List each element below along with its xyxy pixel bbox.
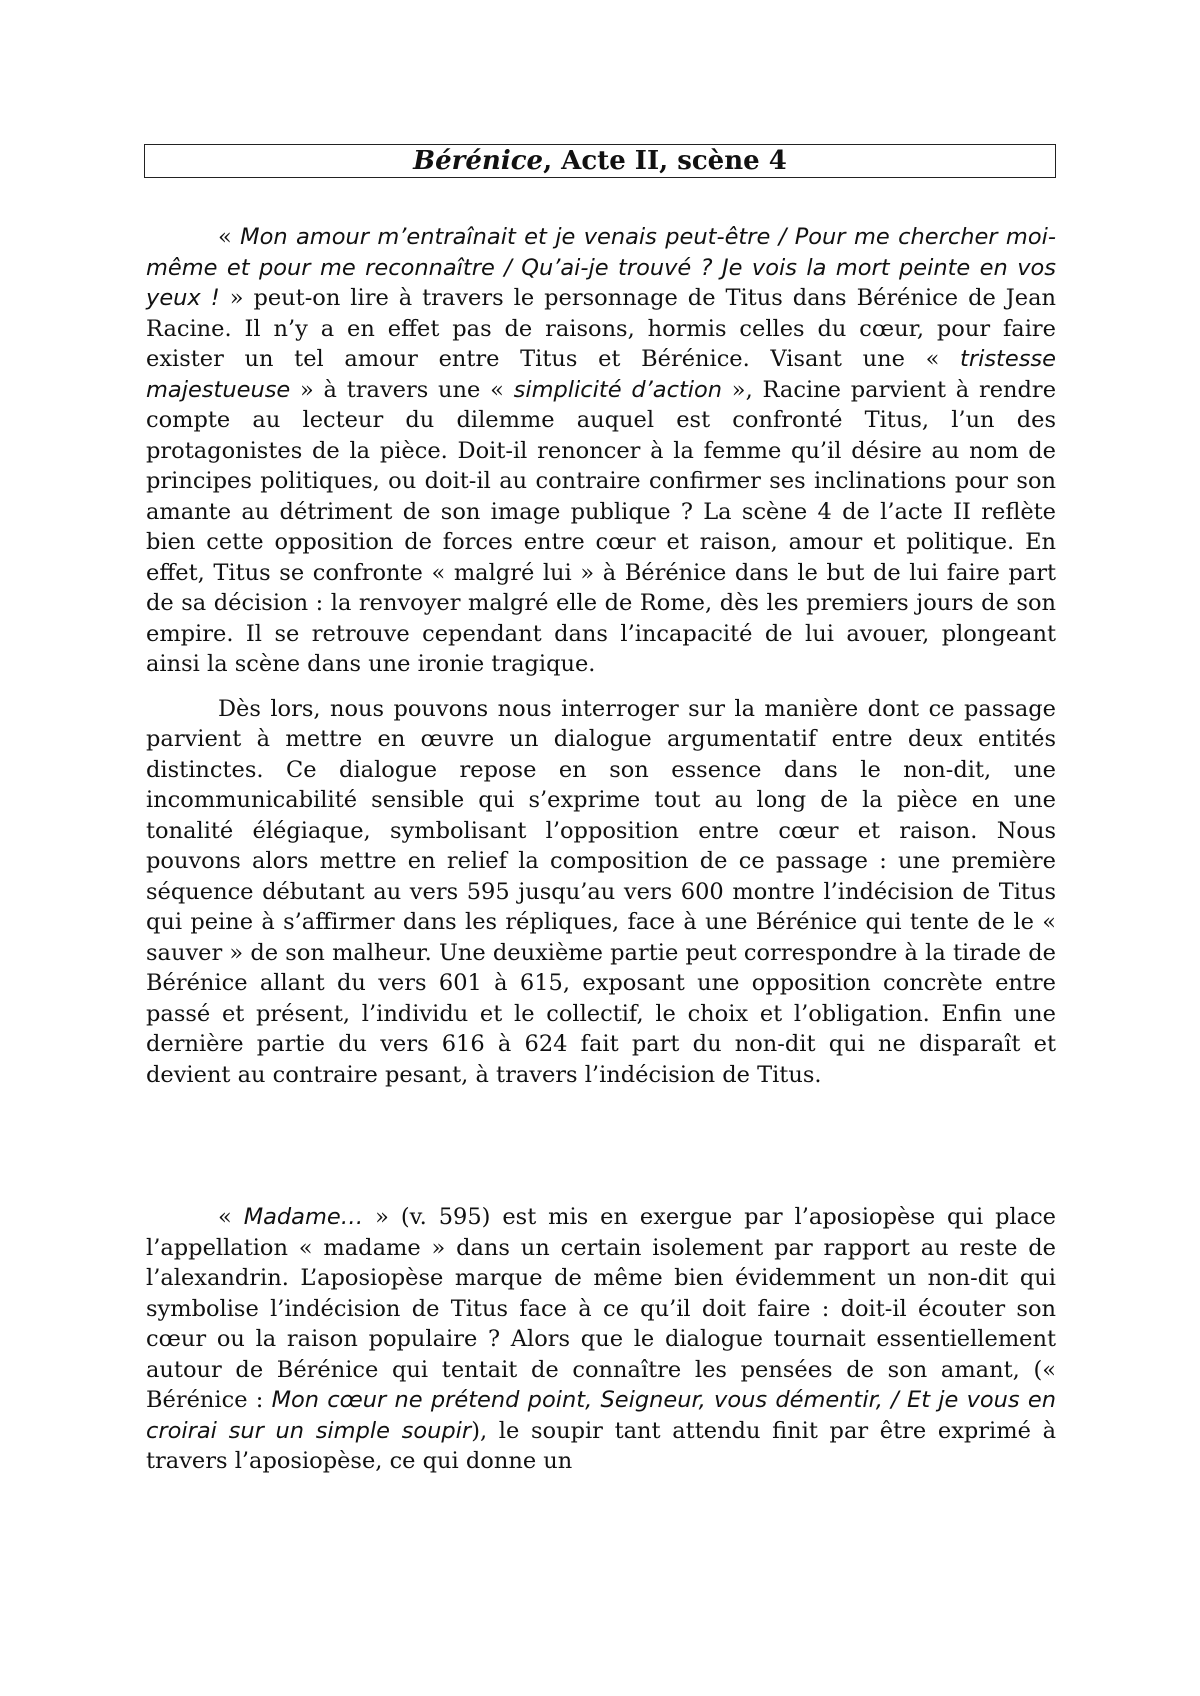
paragraph-3: « Madame… » (v. 595) est mis en exergue par l’aposiopèse qui place l’appellation « madame » dans un certain isolement par rapport au reste de l’alexandrin. L’aposiopèse marque de même bien évidemment un non-dit qui symbolise l’indécision de Titus face à ce qu’il doit faire : doit-il écouter son cœur ou la raison populaire ? Alors que le dialogue tournait essentiellement autour de Bérénice qui tentait de connaître les pensées de son amant, (« Bérénice : Mon cœur ne prétend point, Seigneur, vous démentir, / Et je vous en croirai sur un simple soupir), le soupir tant attendu finit par être exprimé à travers l’aposiopèse, ce qui donne un bbox=[146, 1204, 1056, 1474]
quote-italic: Mon amour m’entraînait et je venais peut-être / Pour me chercher moi-même et pour me reconnaître / Qu’ai-je trouvé ? Je vois la mort peinte en vos yeux ! bbox=[146, 224, 1056, 311]
quote-italic: Madame… bbox=[243, 1204, 364, 1230]
document-body bbox=[146, 222, 1056, 1491]
quote-italic: Mon cœur ne prétend point, Seigneur, vous démentir, / Et je vous en croirai sur un simple soupir bbox=[146, 1387, 1056, 1444]
title-rest: , Acte II, scène 4 bbox=[543, 146, 787, 176]
quote-italic: tristesse majestueuse bbox=[146, 346, 1056, 403]
page-title bbox=[144, 144, 1056, 178]
quote-italic: simplicité d’action bbox=[513, 376, 723, 403]
paragraph-1: « Mon amour m’entraînait et je venais peut-être / Pour me chercher moi-même et pour me reconnaître / Qu’ai-je trouvé ? Je vois la mort peinte en vos yeux ! » peut-on lire à travers le personnage de Titus dans Bérénice de Jean Racine. Il n’y a en effet pas de raisons, hormis celles du cœur, pour faire exister un tel amour entre Titus et Bérénice. Visant une « tristesse majestueuse » à travers une « simplicité d’action », Racine parvient à rendre compte au lecteur du dilemme auquel est confronté Titus, l’un des protagonistes de la pièce. Doit-il renoncer à la femme qu’il désire au nom de principes politiques, ou doit-il au contraire confirmer ses inclinations pour son amante au détriment de son image publique ? La scène 4 de l’acte II reflète bien cette opposition de forces entre cœur et raison, amour et politique. En effet, Titus se confronte « malgré lui » à Bérénice dans le but de lui faire part de sa décision : la renvoyer malgré elle de Rome, dès les premiers jours de son empire. Il se retrouve cependant dans l’incapacité de lui avouer, plongeant ainsi la scène dans une ironie tragique. bbox=[146, 224, 1057, 677]
title-work: Bérénice bbox=[413, 146, 544, 176]
paragraph-2: Dès lors, nous pouvons nous interroger sur la manière dont ce passage parvient à mettre en œuvre un dialogue argumentatif entre deux entités distinctes. Ce dialogue repose en son essence dans le non-dit, une incommunicabilité sensible qui s’exprime tout au long de la pièce en une tonalité élégiaque, symbolisant l’opposition entre cœur et raison. Nous pouvons alors mettre en relief la composition de ce passage : une première séquence débutant au vers 595 jusqu’au vers 600 montre l’indécision de Titus qui peine à s’affirmer dans les répliques, face à une Bérénice qui tente de le « sauver » de son malheur. Une deuxième partie peut correspondre à la tirade de Bérénice allant du vers 601 à 615, exposant une opposition concrète entre passé et présent, l’individu et le collectif, le choix et l’obligation. Enfin une dernière partie du vers 616 à 624 fait part du non-dit qui ne disparaît et devient au contraire pesant, à travers l’indécision de Titus. bbox=[146, 695, 1056, 1088]
